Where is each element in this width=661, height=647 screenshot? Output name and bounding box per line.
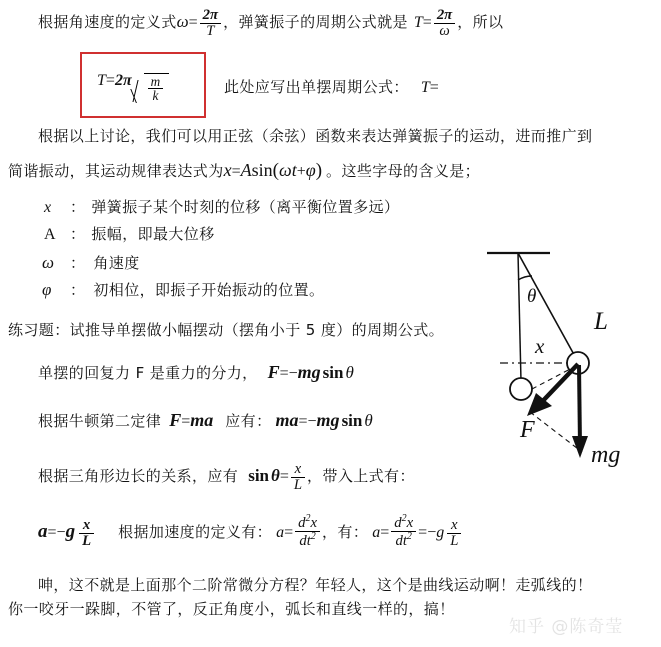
exponent-2: 2 (310, 530, 316, 542)
equals-sign: = (47, 523, 57, 541)
label-theta: θ (527, 286, 537, 307)
text-prefix: 根据角速度的定义式 (38, 12, 177, 31)
watermark-zhihu-author: 知乎 @陈奇莹 (509, 617, 624, 637)
dashed-parallelogram-side-1 (530, 412, 582, 452)
symbol-omega: ω (278, 160, 292, 180)
term-ma-2: ma (275, 410, 299, 430)
definition-colon: ： (70, 254, 86, 272)
step-restoring-force (38, 362, 354, 383)
equals-sign: = (279, 365, 289, 382)
note-write-pendulum-period-here (224, 79, 439, 97)
label-F: F (520, 417, 535, 443)
definition-colon: ： (70, 281, 86, 299)
fraction-numerator: 2π (202, 7, 219, 23)
label-x: x (535, 334, 545, 358)
symbol-omega: ω (176, 11, 189, 31)
term-mg: mg (316, 410, 340, 430)
definition-colon: ： (70, 198, 86, 216)
step-prefix: 根据三角形边长的关系，应有 (38, 466, 239, 485)
definition-item-A (44, 226, 215, 244)
paren-open: ( (272, 160, 279, 181)
radicand (144, 73, 170, 103)
differential-dt: dt (395, 532, 407, 549)
step-middle: 应有： (225, 412, 272, 430)
sin-function: sin (251, 160, 273, 180)
definition-symbol: A (44, 226, 56, 243)
equals-sign: = (181, 413, 191, 430)
equals-sign: = (231, 163, 241, 180)
fraction-d2x-over-dt2 (295, 514, 320, 549)
square-root (133, 73, 170, 103)
simple-pendulum-force-diagram (478, 236, 661, 472)
plus-sign: + (296, 163, 306, 180)
minus-sign: − (56, 523, 66, 541)
term-mg: mg (297, 362, 321, 382)
paragraph-discussion-line-2 (8, 160, 480, 182)
exercise-prompt: 练习题：试推导单摆做小幅摆动（摆角小于 5 度）的周期公式。 (8, 321, 445, 339)
equals-sign-2: = (422, 13, 432, 31)
coefficient-2pi: 2π (114, 72, 132, 89)
symbol-A: A (240, 160, 252, 180)
definition-symbol: ω (42, 253, 55, 272)
symbol-theta: θ (271, 465, 280, 485)
equals-sign-4: = (418, 523, 428, 541)
fraction-denominator: L (79, 533, 94, 549)
fraction-numerator: m (150, 73, 161, 89)
equals-sign-3: = (380, 523, 390, 541)
gravity-vector-line (579, 365, 580, 446)
variable-x: x (310, 514, 318, 531)
fraction-denominator: L (447, 533, 461, 549)
fraction-numerator (295, 514, 320, 531)
definition-text: 角速度 (93, 254, 140, 272)
fraction-x-over-L (291, 462, 305, 493)
symbol-T: T (420, 79, 430, 96)
equilibrium-string (518, 253, 521, 381)
definition-item-omega (42, 253, 140, 273)
fraction-2pi-over-omega (434, 8, 455, 39)
variable-x: x (406, 514, 414, 531)
exponent-2: 2 (305, 513, 311, 524)
equals-sign-2: = (284, 523, 294, 541)
text-suffix: ，所以 (457, 12, 504, 31)
pendulum-bob-equilibrium (510, 378, 532, 400)
definition-text: 初相位，即振子开始振动的位置。 (93, 281, 325, 299)
fraction-numerator: x (451, 516, 458, 533)
minus-sign: − (288, 365, 298, 382)
symbol-F: F (267, 362, 280, 382)
definition-colon: ： (70, 225, 86, 243)
exponent-2: 2 (401, 513, 407, 524)
have-text: ，有： (322, 522, 369, 541)
label-mg: mg (591, 442, 621, 468)
minus-sign: − (307, 413, 317, 430)
symbol-a: a (38, 520, 48, 542)
definition-text: 振幅，即最大位移 (91, 225, 215, 243)
symbol-T: T (97, 72, 106, 89)
equals-sign: = (105, 72, 115, 89)
differential-d: d (394, 514, 402, 531)
symbol-t: t (291, 160, 297, 180)
symbol-T: T (413, 13, 423, 31)
step-acceleration-definition (38, 514, 463, 549)
fraction-denominator: T (200, 23, 221, 39)
angle-arc (518, 276, 532, 280)
fraction-numerator (391, 514, 416, 531)
fraction-numerator: x (294, 461, 302, 477)
symbol-a-3: a (372, 523, 381, 541)
step-prefix: 根据牛顿第二定律 (38, 412, 162, 430)
sin-function: sin (341, 411, 363, 430)
step-triangle-relation (38, 462, 415, 493)
differential-dt: dt (299, 532, 311, 549)
exponent-2: 2 (406, 530, 412, 542)
step-text: 单摆的回复力 F 是重力的分力， (38, 364, 258, 382)
equals-sign: = (429, 79, 439, 96)
equals-sign: = (279, 467, 289, 485)
text-middle: ，弹簧振子的周期公式就是 (223, 12, 408, 31)
definition-symbol: φ (42, 280, 52, 299)
fraction-denominator: L (291, 477, 305, 493)
closing-line-1: 呻，这不就是上面那个二阶常微分方程？年轻人，这个是曲线运动啊！走弧线的！ (38, 576, 593, 594)
minus-sign-2: − (427, 523, 437, 541)
sin-function: sin (322, 363, 344, 382)
step-suffix: ，带入上式有： (307, 466, 415, 485)
fraction-m-over-k (148, 75, 164, 103)
note-text: 根据加速度的定义有： (118, 522, 273, 541)
symbol-F: F (169, 410, 182, 430)
paren-close: ) (315, 160, 323, 181)
note-text: 此处应写出单摆周期公式： (224, 78, 409, 96)
definition-item-phi (42, 280, 324, 300)
symbol-a-2: a (276, 523, 285, 541)
symbol-g: g (65, 520, 76, 542)
term-ma: ma (190, 410, 214, 430)
fraction-x-over-L (79, 518, 94, 549)
equals-sign: = (188, 13, 198, 31)
fraction-denominator (295, 531, 320, 549)
fraction-numerator: x (82, 516, 91, 533)
fraction-numerator: 2π (436, 7, 453, 23)
sin-function: sin (248, 465, 269, 485)
fraction-denominator: k (148, 88, 164, 103)
definition-text: 弹簧振子某个时刻的位移（离平衡位置多远） (91, 198, 400, 216)
definition-symbol: x (44, 199, 52, 216)
fraction-denominator (391, 531, 416, 549)
formula-spring-period (97, 72, 169, 103)
definition-item-x (44, 199, 399, 217)
symbol-x: x (223, 160, 232, 180)
gravity-vector-arrowhead (572, 436, 588, 458)
line-angular-velocity-definition (38, 8, 503, 39)
fraction-2pi-over-T (200, 8, 221, 39)
label-L: L (594, 308, 608, 335)
paragraph-discussion-line-1: 根据以上讨论，我们可以用正弦（余弦）函数来表达弹簧振子的运动，进而推广到 (38, 127, 593, 145)
fraction-denominator: ω (434, 23, 455, 39)
fraction-x-over-L-2 (447, 518, 461, 549)
symbol-phi: φ (305, 160, 316, 180)
symbol-g-2: g (436, 523, 445, 541)
differential-d: d (298, 514, 306, 531)
fraction-d2x-over-dt2-2 (391, 514, 416, 549)
text-prefix: 简谐振动，其运动规律表达式为 (8, 162, 224, 180)
step-newton-second-law (38, 410, 373, 431)
closing-line-2: 你一咬牙一跺脚，不管了，反正角度小，弧长和直线一样的，搞！ (8, 600, 455, 618)
text-suffix: 。这些字母的含义是； (326, 162, 481, 180)
symbol-theta: θ (364, 411, 373, 430)
equals-sign-2: = (298, 413, 308, 430)
symbol-theta: θ (345, 363, 354, 382)
